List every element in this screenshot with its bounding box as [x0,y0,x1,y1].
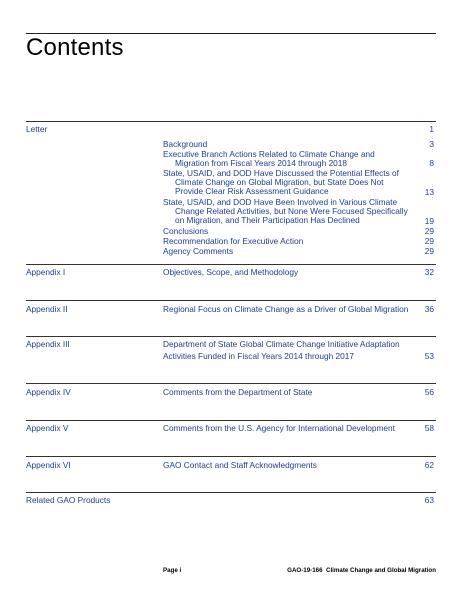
appendix-2-label[interactable]: Appendix II [26,304,68,314]
toc-recommendation-link[interactable]: Recommendation for Executive Action [163,236,304,246]
appendix-2-page[interactable]: 36 [424,304,434,314]
toc-conclusions-page[interactable]: 29 [424,226,434,236]
toc-recommendation-page[interactable]: 29 [424,236,434,246]
appendix-5-title-link[interactable]: Comments from the U.S. Agency for International Development [163,423,395,433]
appendix-1-page[interactable]: 32 [424,267,434,277]
toc-line: on Migration, and Their Participation Has Declined [175,215,360,226]
toc-activities-link[interactable] [163,198,408,226]
appendix-3-title-link[interactable] [163,340,400,361]
toc-executive-actions-link[interactable] [163,150,375,168]
related-products-page[interactable]: 63 [424,495,434,505]
toc-agency-comments-page[interactable]: 29 [424,246,434,256]
section-rule-related [26,492,436,493]
appendix-1-title-link[interactable]: Objectives, Scope, and Methodology [163,267,299,277]
appendix-6-label[interactable]: Appendix VI [26,460,71,470]
section-rule-appendix-4 [26,383,436,384]
section-rule-appendix-5 [26,420,436,421]
appendix-3-label[interactable]: Appendix III [26,339,70,349]
toc-line: Department of State Global Climate Change Initiative Adaptation [163,339,400,349]
appendix-4-title-link[interactable]: Comments from the Department of State [163,387,313,397]
related-products-link[interactable]: Related GAO Products [26,495,111,505]
appendix-5-page[interactable]: 58 [424,423,434,433]
toc-effects-discussed-link[interactable] [163,169,399,197]
toc-activities-page[interactable]: 19 [424,216,434,226]
section-rule-appendix-1 [26,264,436,265]
toc-agency-comments-link[interactable]: Agency Comments [163,246,234,256]
appendix-1-label[interactable]: Appendix I [26,267,66,277]
section-rule-appendix-2 [26,300,436,301]
toc-line: Executive Branch Actions Related to Climate Change and [163,149,375,159]
section-rule-appendix-6 [26,456,436,457]
footer-page-number: Page i [163,567,182,574]
toc-line: Activities Funded in Fiscal Years 2014 through 2017 [163,351,354,361]
page-title: Contents [26,34,124,61]
toc-line: Change Related Activities, but None Were Focused Specifically [175,206,408,217]
footer-report-title: GAO-19-166 Climate Change and Global Migration [287,567,436,574]
toc-letter-link[interactable]: Letter [26,124,48,134]
appendix-4-label[interactable]: Appendix IV [26,387,71,397]
appendix-6-page[interactable]: 62 [424,460,434,470]
toc-line: State, USAID, and DOD Have Discussed the Potential Effects of [163,168,399,178]
section-rule-letter [26,121,436,122]
toc-line: State, USAID, and DOD Have Been Involved in Various Climate [163,197,398,207]
toc-line: Climate Change on Global Migration, but State Does Not [175,177,384,188]
toc-executive-actions-page[interactable]: 8 [429,158,434,168]
toc-line: Provide Clear Risk Assessment Guidance [175,186,329,197]
toc-background-link[interactable]: Background [163,139,208,149]
appendix-2-title-link[interactable]: Regional Focus on Climate Change as a Driver of Global Migration [163,304,409,314]
toc-line: Migration from Fiscal Years 2014 through 2018 [175,158,348,169]
toc-background-page[interactable]: 3 [429,139,434,149]
appendix-5-label[interactable]: Appendix V [26,423,69,433]
toc-letter-page[interactable]: 1 [429,124,434,134]
appendix-4-page[interactable]: 56 [424,387,434,397]
toc-effects-discussed-page[interactable]: 13 [424,187,434,197]
section-rule-appendix-3 [26,336,436,337]
appendix-6-title-link[interactable]: GAO Contact and Staff Acknowledgments [163,460,317,470]
appendix-3-page[interactable]: 53 [424,351,434,361]
toc-conclusions-link[interactable]: Conclusions [163,226,209,236]
